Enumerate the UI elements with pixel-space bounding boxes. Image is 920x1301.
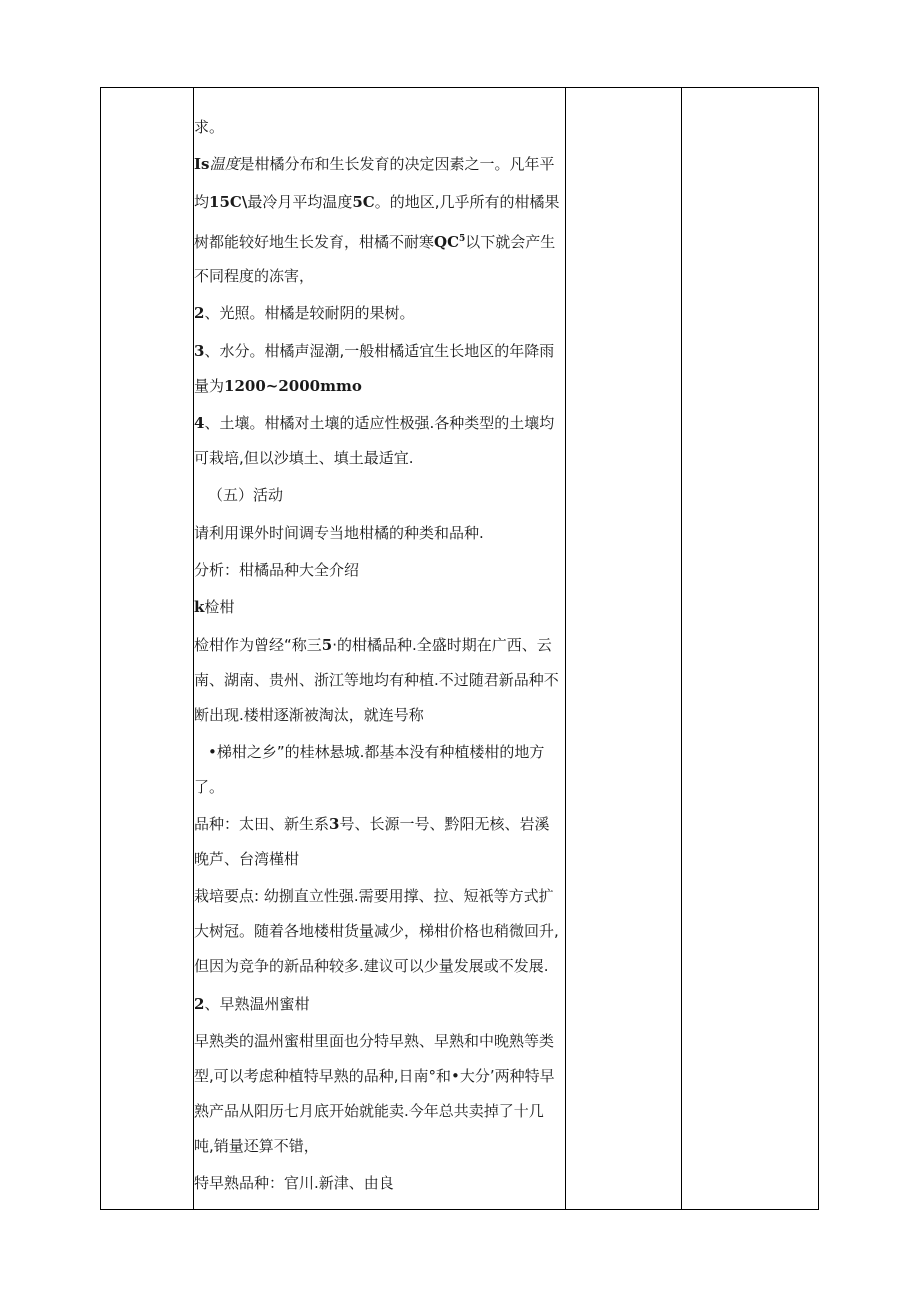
section-heading: （五）活动 <box>208 486 284 505</box>
text-line: Is温度是柑橘分布和生长发育的决定因素之一。凡年平 <box>194 155 555 174</box>
text-line: 栽培要点: 幼捌直立性强.需要用撑、拉、短祇等方式扩 <box>194 887 554 906</box>
text-line: 3、水分。柑橘声湿潮,一般柑橘适宜生长地区的年降雨 <box>194 341 555 360</box>
text-line: 品种：太田、新生系3号、长源一号、黔阳无核、岩溪 <box>194 815 550 834</box>
text-line: 分析：柑橘品种大全介绍 <box>194 560 360 579</box>
text-line: 型,可以考虑种植特早熟的品种,日南°和•大分’两种特早 <box>194 1067 555 1086</box>
text-line: 求。 <box>194 118 225 136</box>
text-line: k检柑 <box>194 598 235 617</box>
text-line: 2、早熟温州蜜柑 <box>194 994 310 1013</box>
document-table <box>100 87 819 1210</box>
text-line: 2、光照。柑橘是较耐阴的果树。 <box>194 304 415 323</box>
text-line: •梯柑之乡”的桂林悬城.都基本没有种植楼柑的地方 <box>208 742 545 761</box>
text-line: 不同程度的冻害， <box>194 267 315 286</box>
text-line: 熟产品从阳历七月底开始就能卖.今年总共卖掉了十几 <box>194 1102 544 1121</box>
text-line: 断出现.楼柑逐渐被淘汰，就连号称 <box>194 705 424 724</box>
text-line: 晚芦、台湾槿柑 <box>194 850 300 869</box>
text-line: 吨,销量还算不错， <box>194 1137 319 1156</box>
text-line: 早熟类的温州蜜柑里面也分特早熟、早熟和中晚熟等类 <box>194 1032 555 1051</box>
text-line: 但因为竞争的新品种较多.建议可以少量发展或不发展. <box>194 957 549 976</box>
text-line: 量为1200~2000mmo <box>194 376 362 395</box>
text-line: 检柑作为曾经“称三5·的柑橘品种.全盛时期在广西、云 <box>194 635 552 654</box>
text-line: 树都能较好地生长发育，柑橘不耐寒$QC^5$以下就会产生 <box>194 232 556 251</box>
text-line: 4、土壤。柑橘对土壤的适应性极强.各种类型的土壤均 <box>194 414 555 433</box>
text-line: 均15C\最冷月平均温度5C。的地区,几乎所有的柑橘果 <box>194 192 560 211</box>
text-line: 可栽培,但以沙填土、填土最适宜. <box>194 449 414 468</box>
column-divider <box>681 88 682 1209</box>
text-line: 了。 <box>194 777 225 796</box>
text-line: 特早熟品种：官川.新津、由良 <box>194 1174 394 1193</box>
text-line: 请利用课外时间调专当地柑橘的种类和品种. <box>194 523 484 542</box>
content-cell <box>194 116 566 1210</box>
text-line: 大树冠。随着各地楼柑货量减少，梯柑价格也稍微回升, <box>194 922 559 941</box>
text-line: 南、湖南、贵州、浙江等地均有种植.不过随君新品种不 <box>194 670 559 689</box>
